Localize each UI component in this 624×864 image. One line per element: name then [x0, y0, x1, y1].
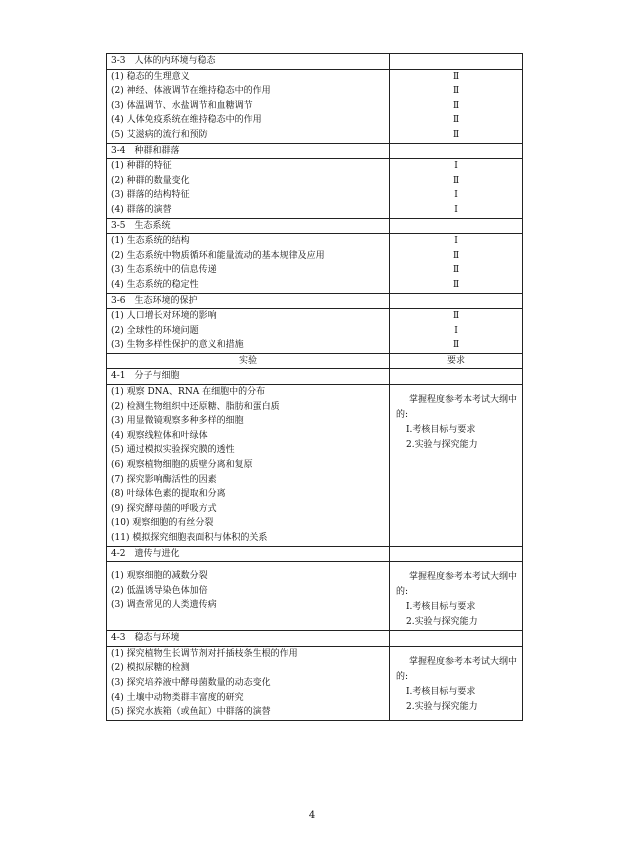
section-level-empty — [390, 293, 523, 309]
experiment-item: (7) 探究影响酶活性的因素 — [111, 474, 217, 485]
experiment-items-row — [107, 562, 523, 631]
requirement-note — [390, 562, 523, 631]
table-body — [107, 54, 523, 721]
section-items — [107, 309, 390, 354]
experiment-item: (1) 观察 DNA、RNA 在细胞中的分布 — [111, 387, 266, 398]
level-mark: Ⅱ — [452, 115, 460, 126]
experiment-section-empty — [390, 546, 523, 562]
requirement-note — [390, 385, 523, 547]
knowledge-item: (4) 生态系统的稳定性 — [111, 279, 199, 290]
experiment-section-title: 4-3 稳态与环境 — [107, 631, 390, 647]
experiment-item: (8) 叶绿体色素的提取和分离 — [111, 489, 226, 500]
note-line-2: Ⅰ.考核目标与要求 — [406, 602, 476, 613]
level-mark: Ⅱ — [452, 100, 460, 111]
experiment-section-empty — [390, 631, 523, 647]
knowledge-item: (2) 神经、体液调节在维持稳态中的作用 — [111, 86, 271, 97]
level-mark: Ⅱ — [452, 71, 460, 82]
knowledge-item: (2) 生态系统中物质循环和能量流动的基本规律及应用 — [111, 250, 325, 261]
knowledge-item: (4) 群落的演替 — [111, 204, 172, 215]
experiment-section-empty — [390, 369, 523, 385]
note-line-3: 2.实验与探究能力 — [406, 701, 478, 712]
section-level-empty — [390, 218, 523, 234]
note-line-1: 掌握程度参考本考试大纲中的: — [396, 395, 518, 421]
experiment-item: (11) 模拟探究细胞表面积与体积的关系 — [111, 533, 268, 543]
experiment-items-row — [107, 385, 523, 547]
experiment-section-row — [107, 546, 523, 562]
section-items-row — [107, 234, 523, 293]
section-title: 3-3 人体的内环境与稳态 — [107, 54, 390, 70]
experiment-item: (9) 探究酵母菌的呼吸方式 — [111, 503, 217, 514]
level-mark: Ⅰ — [454, 325, 458, 336]
knowledge-item: (3) 群落的结构特征 — [111, 190, 190, 201]
section-header-row — [107, 218, 523, 234]
experiment-item: (2) 模拟尿糖的检测 — [111, 663, 190, 674]
section-header-row — [107, 143, 523, 159]
knowledge-item: (2) 全球性的环境问题 — [111, 325, 199, 336]
section-items — [107, 69, 390, 143]
level-mark: Ⅱ — [452, 340, 460, 351]
knowledge-item: (1) 种群的特征 — [111, 161, 172, 172]
experiment-section-title: 4-1 分子与细胞 — [107, 369, 390, 385]
level-mark: Ⅰ — [454, 204, 458, 215]
knowledge-item: (5) 艾滋病的流行和预防 — [111, 129, 208, 140]
section-items-row — [107, 159, 523, 218]
experiment-header-row — [107, 353, 523, 369]
section-items — [107, 234, 390, 293]
experiment-item: (3) 探究培养液中酵母菌数量的动态变化 — [111, 677, 271, 688]
experiment-section-title: 4-2 遗传与进化 — [107, 546, 390, 562]
note-line-1: 掌握程度参考本考试大纲中的: — [396, 572, 518, 598]
section-items-row — [107, 69, 523, 143]
level-mark: Ⅰ — [454, 190, 458, 201]
section-items-row — [107, 309, 523, 354]
level-mark: Ⅱ — [452, 175, 460, 186]
experiment-item: (10) 观察细胞的有丝分裂 — [111, 518, 214, 529]
experiment-items — [107, 562, 390, 631]
knowledge-item: (1) 人口增长对环境的影响 — [111, 311, 217, 322]
experiment-item: (2) 检测生物组织中还原糖、脂肪和蛋白质 — [111, 401, 280, 412]
section-title: 3-6 生态环境的保护 — [107, 293, 390, 309]
experiment-item: (4) 观察线粒体和叶绿体 — [111, 430, 208, 441]
experiment-section-row — [107, 369, 523, 385]
section-items — [107, 159, 390, 218]
level-mark: Ⅱ — [452, 86, 460, 97]
experiment-item: (2) 低温诱导染色体加倍 — [111, 585, 208, 596]
experiment-item: (3) 调查常见的人类遗传病 — [111, 600, 217, 611]
knowledge-item: (1) 稳态的生理意义 — [111, 71, 190, 82]
knowledge-item: (3) 体温调节、水盐调节和血糖调节 — [111, 100, 253, 111]
level-mark: Ⅱ — [452, 279, 460, 290]
note-line-2: Ⅰ.考核目标与要求 — [406, 425, 476, 436]
experiment-section-row — [107, 631, 523, 647]
note-line-3: 2.实验与探究能力 — [406, 617, 478, 628]
note-line-2: Ⅰ.考核目标与要求 — [406, 686, 476, 697]
note-line-3: 2.实验与探究能力 — [406, 440, 478, 451]
knowledge-item: (3) 生物多样性保护的意义和措施 — [111, 340, 244, 351]
section-title: 3-4 种群和群落 — [107, 143, 390, 159]
section-header-row — [107, 293, 523, 309]
experiment-item: (6) 观察植物细胞的质壁分离和复原 — [111, 460, 253, 471]
section-levels — [390, 309, 523, 354]
knowledge-item: (1) 生态系统的结构 — [111, 236, 190, 247]
section-levels — [390, 159, 523, 218]
level-mark: Ⅰ — [454, 236, 458, 247]
level-mark: Ⅱ — [452, 265, 460, 276]
level-mark: Ⅱ — [452, 250, 460, 261]
section-header-row — [107, 54, 523, 70]
experiment-items — [107, 385, 390, 547]
section-levels — [390, 69, 523, 143]
page-number: 4 — [308, 810, 316, 821]
level-mark: Ⅰ — [454, 161, 458, 172]
section-level-empty — [390, 54, 523, 70]
section-level-empty — [390, 143, 523, 159]
experiment-items-row — [107, 646, 523, 720]
experiment-item: (5) 通过模拟实验探究膜的透性 — [111, 445, 235, 456]
experiment-items — [107, 646, 390, 720]
experiment-item: (3) 用显微镜观察多种多样的细胞 — [111, 416, 244, 427]
knowledge-item: (3) 生态系统中的信息传递 — [111, 265, 217, 276]
level-mark: Ⅱ — [452, 129, 460, 140]
requirement-note — [390, 646, 523, 720]
experiment-item: (1) 观察细胞的减数分裂 — [111, 571, 208, 582]
section-title: 3-5 生态系统 — [107, 218, 390, 234]
knowledge-item: (2) 种群的数量变化 — [111, 175, 190, 186]
knowledge-item: (4) 人体免疫系统在维持稳态中的作用 — [111, 115, 262, 126]
section-levels — [390, 234, 523, 293]
note-line-1: 掌握程度参考本考试大纲中的: — [396, 656, 518, 682]
syllabus-table — [106, 53, 523, 721]
experiment-item: (4) 土壤中动物类群丰富度的研究 — [111, 692, 244, 703]
requirement-header: 要求 — [390, 353, 523, 369]
experiment-item: (5) 探究水族箱（或鱼缸）中群落的演替 — [111, 707, 271, 718]
experiment-header: 实验 — [107, 353, 390, 369]
level-mark: Ⅱ — [452, 311, 460, 322]
experiment-item: (1) 探究植物生长调节剂对扦插枝条生根的作用 — [111, 648, 298, 659]
